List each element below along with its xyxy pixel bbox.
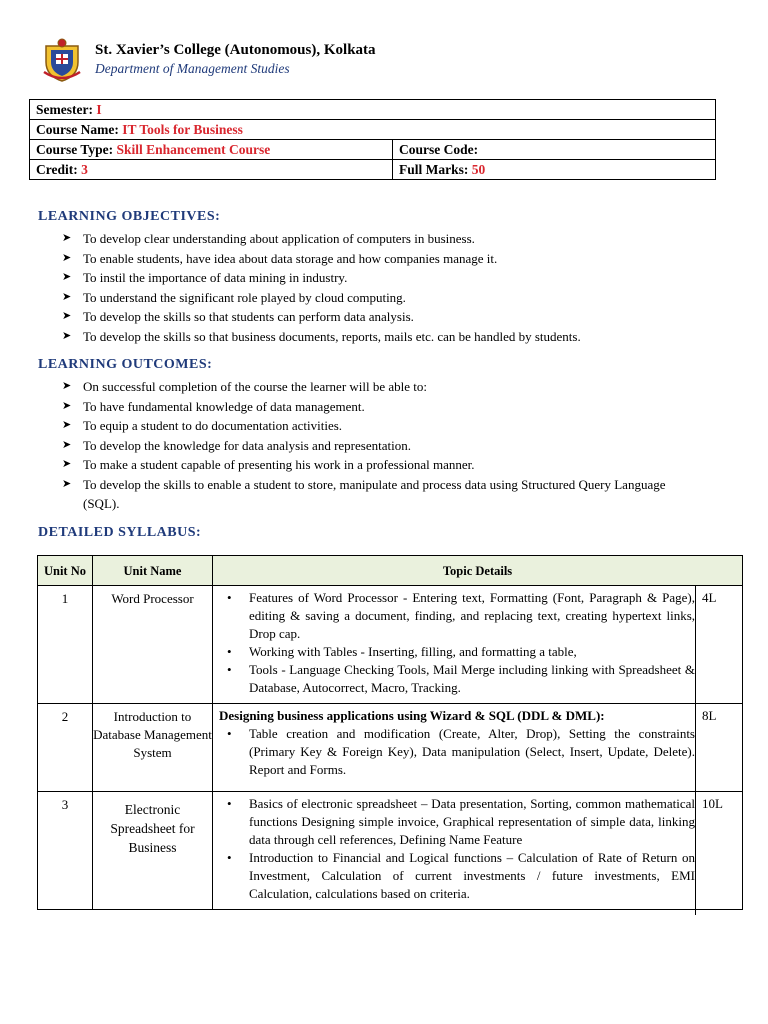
arrow-bullet-icon: ➤ [62,419,72,431]
course-type-value: Skill Enhancement Course [116,142,271,157]
full-marks-cell: Full Marks: 50 [393,160,716,180]
list-item: ➤ To develop the skills to enable a student to store, manipulate and process data using Structured Query Language (SQL). [62,476,666,511]
topic-details-header: Topic Details [213,556,743,586]
outcomes-list [62,377,722,514]
table-row [38,792,743,910]
unit-no: 2 [38,704,93,792]
unit-no: 3 [38,792,93,910]
list-item: ➤ To equip a student to do documentation activities. [62,416,722,436]
list-item: ➤ To develop the skills so that students can perform data analysis. [62,307,722,327]
topic-item: • Table creation and modification (Create, Alter, Drop), Setting the constraints (Primary Key & Foreign Key), Data manipulation (Select, Insert, Update, Delete). Report and Forms. [227,726,695,777]
list-item: ➤ On successful completion of the course the learner will be able to: [62,377,722,397]
topic-cell [213,704,743,792]
unit-no-header: Unit No [38,556,93,586]
objectives-heading: LEARNING OBJECTIVES: [38,209,221,224]
topic-item: • Basics of electronic spreadsheet – Data presentation, Sorting, common mathematical functions Designing simple invoice, Graphical representation of simple data, linking data through cell references, Defining Name Feature [227,796,695,847]
unit-name: Introduction to Database Management System [93,704,213,792]
arrow-bullet-icon: ➤ [62,438,72,451]
course-code-cell: Course Code: [393,140,716,160]
arrow-bullet-icon: ➤ [62,380,72,392]
unit-name: Electronic Spreadsheet for Business [93,792,213,910]
objectives-list [62,229,722,346]
outcomes-heading: LEARNING OUTCOMES: [38,357,213,372]
syllabus-heading: DETAILED SYLLABUS: [38,525,202,540]
arrow-bullet-icon: ➤ [62,232,72,244]
course-name-value: IT Tools for Business [122,122,243,137]
unit-no: 1 [38,586,93,704]
syllabus-table [37,555,743,910]
arrow-bullet-icon: ➤ [62,458,72,470]
list-item: ➤ To understand the significant role played by cloud computing. [62,288,722,308]
unit-name: Word Processor [93,586,213,704]
course-type-cell: Course Type: Skill Enhancement Course [30,140,393,160]
course-info-table [29,99,716,180]
list-item: ➤ To enable students, have idea about data storage and how companies manage it. [62,249,722,269]
list-item: ➤ To develop the knowledge for data analysis and representation. [62,436,722,456]
credit-value: 3 [81,162,88,177]
arrow-bullet-icon: ➤ [62,477,72,490]
unit-hours: 8L [695,704,742,797]
topic-cell [213,586,743,704]
table-row [38,704,743,792]
topic-item: • Introduction to Financial and Logical functions – Calculation of Rate of Return on Investment, Calculation of current investments / future investments, EMI Calculation, calculations based on criteria. [227,850,695,901]
topic-item: • Working with Tables - Inserting, filling, and formatting a table, [227,644,577,659]
credit-cell: Credit: 3 [30,160,393,180]
list-item: ➤ To make a student capable of presenting his work in a professional manner. [62,455,722,475]
unit-hours: 4L [695,586,742,709]
table-row [38,586,743,704]
arrow-bullet-icon: ➤ [62,310,72,322]
topic-item: • Tools - Language Checking Tools, Mail Merge including linking with Spreadsheet & Database, Autocorrect, Macro, Tracking. [227,662,695,695]
arrow-bullet-icon: ➤ [62,329,72,342]
college-crest-icon [42,38,82,82]
semester-cell: Semester: I [30,100,716,120]
list-item: ➤ To instil the importance of data mining in industry. [62,268,722,288]
topic-item: • Features of Word Processor - Entering text, Formatting (Font, Paragraph & Page), editing & saving a document, finding, and replacing text, creating hypertext links, Drop cap. [227,590,695,641]
topic-heading: Designing business applications using Wizard & SQL (DDL & DML): [219,708,605,723]
college-name: St. Xavier’s College (Autonomous), Kolkata [95,42,376,58]
topic-cell [213,792,743,910]
arrow-bullet-icon: ➤ [62,399,72,412]
arrow-bullet-icon: ➤ [62,290,72,303]
arrow-bullet-icon: ➤ [62,271,72,283]
unit-hours: 10L [695,792,742,915]
semester-value: I [96,102,102,117]
unit-name-header: Unit Name [93,556,213,586]
department-name: Department of Management Studies [95,61,290,76]
list-item: ➤ To have fundamental knowledge of data management. [62,397,722,417]
course-name-cell: Course Name: IT Tools for Business [30,120,716,140]
list-item: ➤ To develop the skills so that business documents, reports, mails etc. can be handled by students. [62,327,722,347]
list-item: ➤ To develop clear understanding about application of computers in business. [62,229,722,249]
college-header [42,38,742,88]
full-marks-value: 50 [471,162,486,177]
arrow-bullet-icon: ➤ [62,251,72,264]
